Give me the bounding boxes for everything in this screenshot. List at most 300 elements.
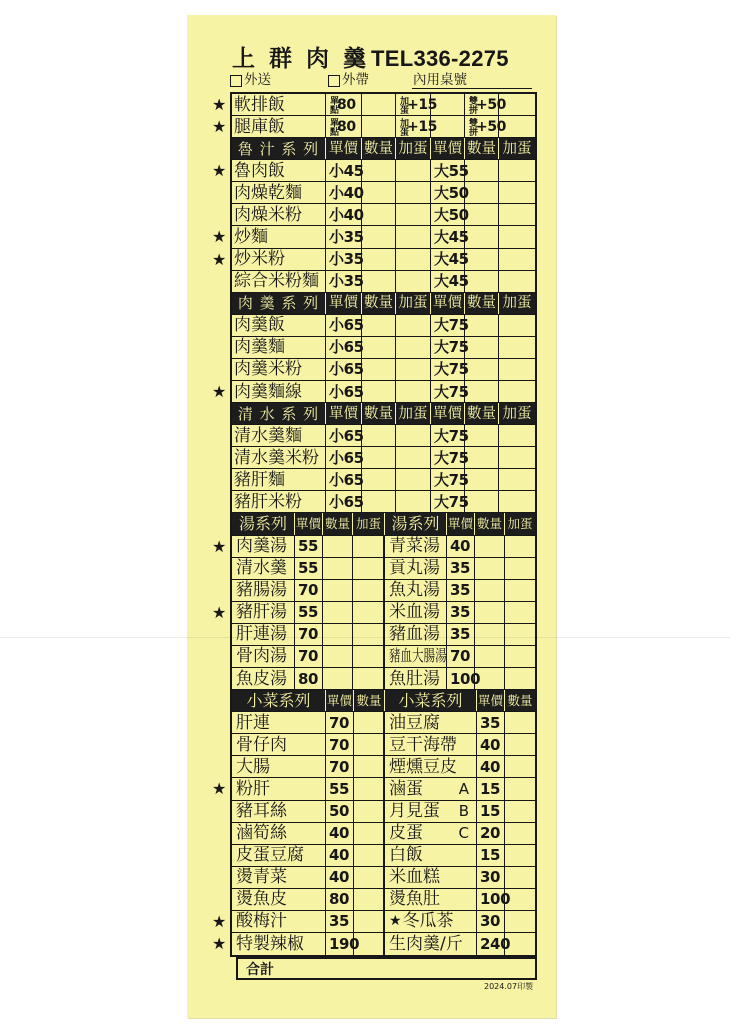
item-name-cell <box>385 602 447 623</box>
item-name-cell <box>232 602 295 623</box>
item-name: 燙魚皮 <box>236 889 287 910</box>
price: 190 <box>329 935 360 953</box>
item-name: 冬瓜茶 <box>402 911 454 932</box>
price: 70 <box>329 713 350 732</box>
quantity-cell <box>323 536 353 557</box>
column-header: 數量 <box>364 140 393 157</box>
large-price: 大45 <box>434 250 469 269</box>
side-dish-row <box>232 889 535 911</box>
item-name: 酸梅汁 <box>236 911 287 932</box>
column-header: 加蛋 <box>355 516 381 532</box>
price: 30 <box>480 868 501 887</box>
item-name: 肉羹米粉 <box>234 359 302 380</box>
add-egg-cell <box>353 602 385 623</box>
price-cell <box>326 867 354 888</box>
item-name-cell <box>232 624 295 645</box>
quantity-cell <box>362 491 396 512</box>
column-header: 數量 <box>467 405 496 422</box>
quantity-cell <box>475 668 505 689</box>
egg-price: +15 <box>407 118 438 135</box>
large-price: 大45 <box>434 228 469 246</box>
item-name: 豬血大腸湯 <box>389 646 447 666</box>
column-header-cell <box>499 403 535 424</box>
menu-item-row <box>212 226 535 248</box>
quantity-cell <box>354 756 385 777</box>
item-name: 豬肝米粉 <box>234 491 302 512</box>
price: 55 <box>298 603 319 622</box>
total-label: 合計 <box>246 961 274 978</box>
price: 40 <box>329 868 350 887</box>
item-name: 清水羹米粉 <box>234 447 319 468</box>
column-header: 單價 <box>477 692 503 708</box>
menu-item-row <box>232 337 535 359</box>
column-header-cell <box>362 403 396 424</box>
menu-table <box>212 92 537 957</box>
item-name-cell <box>232 116 326 137</box>
column-header-cell <box>326 138 362 159</box>
single-label: 單點 <box>328 117 338 136</box>
quantity-cell <box>465 204 499 225</box>
add-egg-cell <box>499 381 535 402</box>
single-price-cell <box>326 94 362 115</box>
price: 35 <box>450 603 471 622</box>
section-title-cell <box>232 403 326 424</box>
quantity-cell <box>465 160 499 181</box>
price-cell <box>477 867 505 888</box>
large-price: 大75 <box>434 426 469 445</box>
item-name: 豬肝湯 <box>236 602 287 623</box>
item-name: 骨仔肉 <box>236 734 287 755</box>
item-name-cell <box>385 801 477 822</box>
single-price-cell <box>326 116 362 137</box>
price: 40 <box>480 735 501 754</box>
item-name: 炒米粉 <box>234 249 285 270</box>
item-name-cell <box>385 778 477 799</box>
price-cell <box>326 823 354 844</box>
egg-type-tag: C <box>458 824 469 843</box>
large-price-cell <box>431 226 469 247</box>
quantity-cell <box>465 226 499 247</box>
side-dish-row <box>212 933 535 955</box>
quantity-cell <box>505 756 535 777</box>
quantity-cell <box>323 580 353 601</box>
star-icon: ★ <box>212 161 227 181</box>
add-egg-cell <box>505 558 535 579</box>
price-cell <box>477 911 505 932</box>
price: 40 <box>450 537 471 556</box>
large-price-cell <box>431 491 469 512</box>
column-header: 單價 <box>329 140 358 157</box>
column-header-cell <box>396 403 431 424</box>
quantity-cell <box>354 889 385 910</box>
large-price-cell <box>431 381 469 402</box>
star-icon: ★ <box>212 95 227 114</box>
item-name: 滷筍絲 <box>236 823 287 844</box>
item-name-cell <box>232 845 326 866</box>
column-header-cell <box>499 293 535 314</box>
add-egg-cell <box>505 602 535 623</box>
small-price: 小65 <box>329 338 364 357</box>
price-cell <box>295 602 323 623</box>
price-cell <box>477 801 505 822</box>
small-price-cell <box>326 491 362 512</box>
add-egg-cell <box>499 249 535 270</box>
price: 70 <box>298 625 319 644</box>
quantity-cell <box>499 94 535 115</box>
soup-row <box>232 624 535 646</box>
item-name-cell <box>385 911 477 932</box>
price-cell <box>326 778 354 799</box>
price: 50 <box>329 802 350 821</box>
add-egg-cell <box>505 624 535 645</box>
item-name-cell <box>385 734 477 755</box>
column-header: 加蛋 <box>398 295 428 312</box>
quantity-cell <box>362 182 396 203</box>
small-price: 小40 <box>329 183 364 202</box>
quantity-cell <box>465 249 499 270</box>
column-header-cell <box>505 690 535 711</box>
item-name: 粉肝 <box>236 778 270 799</box>
table-number-line <box>412 88 532 89</box>
egg-type-tag: A <box>458 779 469 798</box>
quantity-cell <box>354 778 385 799</box>
quantity-cell <box>465 359 499 380</box>
menu-item-row <box>232 425 535 447</box>
add-egg-cell <box>396 337 431 358</box>
price-cell <box>447 668 481 689</box>
column-header: 數量 <box>467 140 496 157</box>
quantity-cell <box>362 381 396 402</box>
small-price: 小35 <box>329 272 364 291</box>
soup-row <box>232 668 535 690</box>
item-name: 腿庫飯 <box>234 116 285 137</box>
column-header-cell <box>505 513 535 534</box>
item-name-cell <box>232 801 326 822</box>
item-name: 滷蛋 <box>389 778 423 799</box>
quantity-cell <box>499 116 535 137</box>
item-name-cell <box>385 756 477 777</box>
item-name: 炒麵 <box>234 227 268 247</box>
item-name: 軟排飯 <box>234 94 285 115</box>
price: 70 <box>329 735 350 754</box>
small-price: 小65 <box>329 316 364 335</box>
quantity-cell <box>505 734 535 755</box>
price-cell <box>447 558 475 579</box>
price-cell <box>326 801 354 822</box>
quantity-cell <box>354 801 385 822</box>
item-name: 貢丸湯 <box>389 558 440 579</box>
item-name-cell <box>232 536 295 557</box>
add-egg-cell <box>353 558 385 579</box>
section-title-cell <box>232 138 326 159</box>
price: 55 <box>298 559 319 578</box>
add-egg-cell <box>499 469 535 490</box>
side-dish-row <box>212 778 535 800</box>
item-name: 肝連 <box>236 712 270 733</box>
add-egg-cell <box>499 337 535 358</box>
item-name: 燙魚肚 <box>389 889 440 910</box>
column-header-cell <box>295 513 323 534</box>
section-header-row <box>232 513 535 535</box>
egg-price: +15 <box>407 96 438 113</box>
quantity-cell <box>505 823 535 844</box>
column-header-cell <box>465 293 499 314</box>
quantity-cell <box>465 271 499 292</box>
soup-row <box>232 646 535 668</box>
small-price: 小45 <box>329 161 364 180</box>
quantity-cell <box>465 447 499 468</box>
price: 100 <box>450 669 481 688</box>
item-name-cell <box>232 226 326 247</box>
small-price-cell <box>326 315 362 336</box>
quantity-cell <box>362 226 396 247</box>
price: 35 <box>450 559 471 578</box>
large-price-cell <box>431 315 469 336</box>
item-name: 青菜湯 <box>389 536 440 557</box>
egg-type-tag: B <box>458 802 469 821</box>
add-egg-cell <box>353 624 385 645</box>
price: 35 <box>480 713 501 732</box>
small-price-cell <box>326 160 362 181</box>
add-egg-cell <box>396 425 431 446</box>
combo-label: 雙拼 <box>467 117 477 136</box>
small-price: 小65 <box>329 426 364 445</box>
quantity-cell <box>505 801 535 822</box>
quantity-cell <box>505 911 535 932</box>
item-name: 肉羹湯 <box>236 536 287 557</box>
side-dish-row <box>232 845 535 867</box>
item-name-cell <box>232 756 326 777</box>
column-header: 單價 <box>433 140 462 157</box>
quantity-cell <box>362 204 396 225</box>
small-price-cell <box>326 271 362 292</box>
price-cell <box>326 933 360 955</box>
column-header: 加蛋 <box>502 140 532 157</box>
quantity-cell <box>362 359 396 380</box>
price-cell <box>477 933 511 955</box>
small-price-cell <box>326 249 362 270</box>
column-header-cell <box>431 293 465 314</box>
option-takeout-label: 外帶 <box>342 72 369 88</box>
price-cell <box>477 778 505 799</box>
add-egg-cell <box>353 646 385 667</box>
small-price-cell <box>326 425 362 446</box>
price-cell <box>295 646 323 667</box>
side-dish-row <box>232 801 535 823</box>
star-icon: ★ <box>212 382 227 402</box>
egg-label: 加蛋 <box>398 117 408 136</box>
column-header: 數量 <box>467 295 496 312</box>
item-name-cell <box>232 911 326 932</box>
price-cell <box>477 712 505 733</box>
section-title: 肉 羹 系 列 <box>237 294 320 313</box>
column-header: 數量 <box>324 516 350 532</box>
quantity-cell <box>354 712 385 733</box>
star-icon: ★ <box>212 933 227 953</box>
star-icon: ★ <box>212 779 227 799</box>
item-name: 豬肝麵 <box>234 469 285 490</box>
small-price: 小65 <box>329 470 364 489</box>
item-name: 綜合米粉麵 <box>234 271 319 292</box>
large-price-cell <box>431 204 469 225</box>
combo-label: 雙拼 <box>467 95 477 114</box>
add-egg-cell <box>396 204 431 225</box>
item-name-cell <box>232 249 326 270</box>
price-cell <box>326 911 354 932</box>
item-name: 燙青菜 <box>236 867 287 888</box>
small-price-cell <box>326 204 362 225</box>
quantity-cell <box>362 315 396 336</box>
soup-row <box>212 602 535 624</box>
column-header-cell <box>326 293 362 314</box>
shop-name: 上 群 肉 羹 <box>232 46 370 72</box>
column-header-cell <box>396 293 431 314</box>
column-header-cell <box>326 403 362 424</box>
large-price-cell <box>431 182 469 203</box>
item-name-cell <box>385 933 477 955</box>
small-price-cell <box>326 381 362 402</box>
price-cell <box>326 889 354 910</box>
menu-item-row <box>232 491 535 513</box>
large-price: 大75 <box>434 492 469 511</box>
checkbox-icon <box>328 75 340 87</box>
add-egg-cell <box>396 226 431 247</box>
price-cell <box>447 602 475 623</box>
large-price-cell <box>431 160 469 181</box>
quantity-cell <box>362 160 396 181</box>
quantity-cell <box>323 646 353 667</box>
section-title: 湯系列 <box>391 514 440 534</box>
price: 240 <box>480 935 511 953</box>
column-header-cell <box>353 513 385 534</box>
column-header-cell <box>354 690 385 711</box>
quantity-cell <box>354 845 385 866</box>
item-name-cell <box>232 182 326 203</box>
item-name-cell <box>232 558 295 579</box>
menu-item-row <box>212 249 535 271</box>
section-header-row <box>232 403 535 425</box>
section-header-row <box>232 690 535 712</box>
side-dish-row <box>232 867 535 889</box>
soup-row <box>212 536 535 558</box>
item-name-cell <box>385 845 477 866</box>
item-name: 皮蛋 <box>389 823 423 844</box>
add-egg-cell <box>396 271 431 292</box>
small-price: 小65 <box>329 360 364 379</box>
large-price-cell <box>431 447 469 468</box>
item-name-cell <box>232 646 295 667</box>
item-name: 肉羹麵 <box>234 337 285 358</box>
quantity-cell <box>354 823 385 844</box>
column-header: 單價 <box>329 405 358 422</box>
item-name-cell <box>232 712 326 733</box>
checkbox-icon <box>230 75 242 87</box>
add-egg-cell <box>505 580 535 601</box>
item-name: 肉羹麵線 <box>234 381 302 402</box>
column-header-cell <box>447 513 475 534</box>
price-cell <box>295 580 323 601</box>
phone-number: TEL336-2275 <box>371 46 509 71</box>
section-header-row <box>232 293 535 315</box>
price: 40 <box>329 846 350 865</box>
add-egg-cell <box>396 359 431 380</box>
section-header-row <box>232 138 535 160</box>
add-egg-cell <box>499 226 535 247</box>
quantity-cell <box>465 469 499 490</box>
add-egg-cell <box>353 536 385 557</box>
item-name-cell <box>385 668 447 689</box>
large-price: 大55 <box>434 161 469 180</box>
menu-item-row <box>232 447 535 469</box>
quantity-cell <box>465 381 499 402</box>
price-cell <box>295 536 323 557</box>
column-header-cell <box>431 403 465 424</box>
price-cell <box>477 823 505 844</box>
star-icon: ★ <box>212 536 227 556</box>
price-cell <box>326 756 354 777</box>
column-header-cell <box>499 138 535 159</box>
price-cell <box>447 646 475 667</box>
item-name-cell <box>232 337 326 358</box>
quantity-cell <box>475 624 505 645</box>
column-header: 單價 <box>433 405 462 422</box>
item-name-cell <box>385 867 477 888</box>
side-dish-row <box>212 911 535 933</box>
item-name-cell <box>232 668 295 689</box>
item-name-cell <box>385 712 477 733</box>
quantity-cell <box>354 911 385 932</box>
quantity-cell <box>323 602 353 623</box>
price-cell <box>326 712 354 733</box>
item-name-cell <box>232 425 326 446</box>
price: 70 <box>329 757 350 776</box>
menu-item-row <box>232 182 535 204</box>
combo-price-cell <box>465 116 507 137</box>
price: 40 <box>480 757 501 776</box>
total-box <box>236 957 537 980</box>
add-egg-cell <box>499 182 535 203</box>
single-price: 80 <box>337 118 356 135</box>
column-header-cell <box>326 690 354 711</box>
column-header-cell <box>465 138 499 159</box>
quantity-cell <box>362 94 396 115</box>
add-egg-cell <box>499 160 535 181</box>
quantity-cell <box>323 558 353 579</box>
item-name: 月見蛋 <box>389 801 440 822</box>
quantity-cell <box>465 182 499 203</box>
price: 30 <box>480 912 501 931</box>
item-name: 白飯 <box>389 845 423 866</box>
quantity-cell <box>362 271 396 292</box>
quantity-cell <box>431 94 465 115</box>
side-dish-row <box>232 756 535 778</box>
special-item-row <box>212 116 535 138</box>
large-price-cell <box>431 337 469 358</box>
item-name: 米血湯 <box>389 602 440 623</box>
column-header: 加蛋 <box>398 405 428 422</box>
small-price-cell <box>326 447 362 468</box>
section-title: 湯系列 <box>238 514 287 534</box>
quantity-cell <box>362 249 396 270</box>
section-title-cell <box>232 513 295 534</box>
column-header-cell <box>396 138 431 159</box>
add-egg-price-cell <box>396 116 438 137</box>
single-price: 80 <box>337 96 356 113</box>
add-egg-cell <box>499 271 535 292</box>
side-dish-row <box>232 712 535 734</box>
option-delivery <box>230 72 271 89</box>
menu-item-row <box>232 204 535 226</box>
